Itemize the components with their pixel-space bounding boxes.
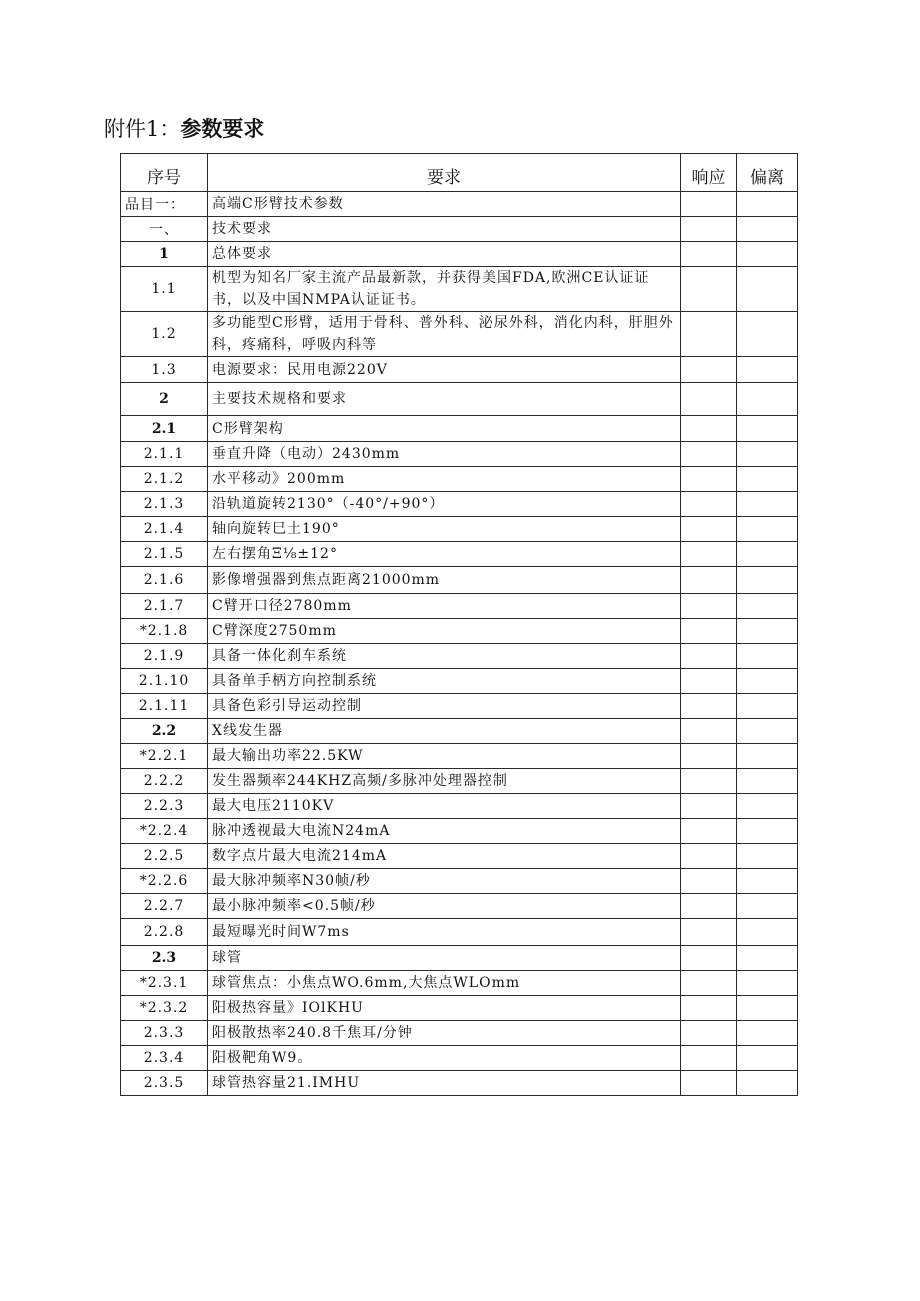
table-row (121, 669, 798, 694)
row-response-cell[interactable] (681, 1021, 737, 1046)
table-row (121, 192, 798, 217)
row-number: 2.1.2 (121, 467, 208, 492)
row-number: 2.1 (121, 416, 208, 442)
row-deviation-cell[interactable] (737, 996, 798, 1021)
row-number: 2.3.3 (121, 1021, 208, 1046)
row-requirement: 高端C形臂技术参数 (208, 192, 681, 217)
row-response-cell[interactable] (681, 919, 737, 946)
table-row (121, 242, 798, 267)
table-row (121, 971, 798, 996)
row-requirement: 最小脉冲频率<0.5帧/秒 (208, 894, 681, 919)
row-number: 品目一： (121, 192, 208, 217)
row-number: 2.2.5 (121, 844, 208, 869)
table-row (121, 946, 798, 971)
table-row (121, 467, 798, 492)
row-response-cell[interactable] (681, 542, 737, 567)
row-deviation-cell[interactable] (737, 467, 798, 492)
row-number: *2.3.2 (121, 996, 208, 1021)
row-response-cell[interactable] (681, 267, 737, 312)
row-requirement: 影像增强器到焦点距离21000mm (208, 567, 681, 594)
table-row (121, 996, 798, 1021)
row-response-cell[interactable] (681, 217, 737, 242)
row-requirement: 发生器频率244KHZ高频/多脉冲处理器控制 (208, 769, 681, 794)
row-requirement: 最大脉冲频率N30帧/秒 (208, 869, 681, 894)
row-requirement: 阳极热容量》IOlKHU (208, 996, 681, 1021)
row-deviation-cell[interactable] (737, 819, 798, 844)
row-deviation-cell[interactable] (737, 794, 798, 819)
row-number: 2.1.6 (121, 567, 208, 594)
row-deviation-cell[interactable] (737, 946, 798, 971)
row-requirement: 最大电压2110KV (208, 794, 681, 819)
row-requirement: 水平移动》200mm (208, 467, 681, 492)
row-requirement: 脉冲透视最大电流N24mA (208, 819, 681, 844)
row-number: 2.1.11 (121, 694, 208, 719)
row-requirement: 具备单手柄方向控制系统 (208, 669, 681, 694)
table-row (121, 919, 798, 946)
row-number: 2.1.3 (121, 492, 208, 517)
table-row (121, 594, 798, 619)
row-number: 1.3 (121, 357, 208, 383)
table-row (121, 794, 798, 819)
row-response-cell[interactable] (681, 669, 737, 694)
header-response: 响应 (681, 154, 737, 192)
row-requirement: 轴向旋转巳土190° (208, 517, 681, 542)
row-response-cell[interactable] (681, 619, 737, 644)
row-number: 2.3 (121, 946, 208, 971)
row-number: 2.1.5 (121, 542, 208, 567)
row-number: 2.1.10 (121, 669, 208, 694)
row-deviation-cell[interactable] (737, 567, 798, 594)
row-number: 1.1 (121, 267, 208, 312)
row-number: 2.1.1 (121, 442, 208, 467)
table-row (121, 694, 798, 719)
row-response-cell[interactable] (681, 819, 737, 844)
table-row (121, 769, 798, 794)
row-requirement: 阳极靶角W9。 (208, 1046, 681, 1071)
row-response-cell[interactable] (681, 192, 737, 217)
row-deviation-cell[interactable] (737, 542, 798, 567)
row-response-cell[interactable] (681, 594, 737, 619)
row-number: 2 (121, 383, 208, 416)
row-response-cell[interactable] (681, 869, 737, 894)
row-deviation-cell[interactable] (737, 971, 798, 996)
row-requirement: X线发生器 (208, 719, 681, 744)
row-deviation-cell[interactable] (737, 442, 798, 467)
table-row (121, 267, 798, 312)
table-header-row (121, 154, 798, 192)
row-requirement: C形臂架构 (208, 416, 681, 442)
table-row (121, 819, 798, 844)
row-deviation-cell[interactable] (737, 357, 798, 383)
row-response-cell[interactable] (681, 416, 737, 442)
row-deviation-cell[interactable] (737, 217, 798, 242)
table-row (121, 567, 798, 594)
row-response-cell[interactable] (681, 517, 737, 542)
row-number: *2.2.1 (121, 744, 208, 769)
row-requirement: 球管热容量21.IMHU (208, 1071, 681, 1096)
row-response-cell[interactable] (681, 1071, 737, 1096)
row-number: 2.2.2 (121, 769, 208, 794)
row-response-cell[interactable] (681, 694, 737, 719)
row-requirement: 具备一体化刹车系统 (208, 644, 681, 669)
row-response-cell[interactable] (681, 644, 737, 669)
table-row (121, 844, 798, 869)
row-response-cell[interactable] (681, 894, 737, 919)
row-requirement: 具备色彩引导运动控制 (208, 694, 681, 719)
header-requirement: 要求 (208, 154, 681, 192)
table-row (121, 542, 798, 567)
row-requirement: 数字点片最大电流214mA (208, 844, 681, 869)
row-number: 2.3.5 (121, 1071, 208, 1096)
table-row (121, 894, 798, 919)
table-body (121, 192, 798, 1096)
table-row (121, 869, 798, 894)
row-requirement: 机型为知名厂家主流产品最新款，并获得美国FDA,欧洲CE认证证书，以及中国NMPA认证证书。 (208, 267, 681, 312)
row-deviation-cell[interactable] (737, 1021, 798, 1046)
row-deviation-cell[interactable] (737, 242, 798, 267)
row-response-cell[interactable] (681, 357, 737, 383)
row-requirement: 最短曝光时间W7ms (208, 919, 681, 946)
row-requirement: C臂开口径2780mm (208, 594, 681, 619)
table-row (121, 1046, 798, 1071)
row-number: *2.3.1 (121, 971, 208, 996)
header-deviation: 偏离 (737, 154, 798, 192)
row-number: 2.2 (121, 719, 208, 744)
row-requirement: 垂直升降（电动）2430mm (208, 442, 681, 467)
row-requirement: 左右摆角Ξ⅛±12° (208, 542, 681, 567)
row-response-cell[interactable] (681, 242, 737, 267)
row-deviation-cell[interactable] (737, 644, 798, 669)
row-deviation-cell[interactable] (737, 619, 798, 644)
row-number: 一、 (121, 217, 208, 242)
row-number: 2.2.3 (121, 794, 208, 819)
row-requirement: 多功能型C形臂，适用于骨科、普外科、泌尿外科，消化内科，肝胆外科，疼痛科，呼吸内科等 (208, 312, 681, 357)
row-response-cell[interactable] (681, 312, 737, 357)
row-number: 2.2.8 (121, 919, 208, 946)
row-deviation-cell[interactable] (737, 416, 798, 442)
row-deviation-cell[interactable] (737, 869, 798, 894)
row-deviation-cell[interactable] (737, 1071, 798, 1096)
row-requirement: 最大输出功率22.5KW (208, 744, 681, 769)
row-response-cell[interactable] (681, 844, 737, 869)
row-number: 1 (121, 242, 208, 267)
row-number: 2.1.9 (121, 644, 208, 669)
row-requirement: 电源要求：民用电源220V (208, 357, 681, 383)
row-response-cell[interactable] (681, 719, 737, 744)
row-response-cell[interactable] (681, 492, 737, 517)
row-deviation-cell[interactable] (737, 669, 798, 694)
table-row (121, 719, 798, 744)
table-row (121, 442, 798, 467)
row-deviation-cell[interactable] (737, 1046, 798, 1071)
row-deviation-cell[interactable] (737, 517, 798, 542)
document-title (104, 114, 264, 144)
row-response-cell[interactable] (681, 383, 737, 416)
row-deviation-cell[interactable] (737, 844, 798, 869)
table-row (121, 517, 798, 542)
row-number: *2.1.8 (121, 619, 208, 644)
row-deviation-cell[interactable] (737, 744, 798, 769)
row-deviation-cell[interactable] (737, 719, 798, 744)
row-requirement: 阳极散热率240.8千焦耳/分钟 (208, 1021, 681, 1046)
row-response-cell[interactable] (681, 567, 737, 594)
row-response-cell[interactable] (681, 467, 737, 492)
table-row (121, 619, 798, 644)
row-requirement: 总体要求 (208, 242, 681, 267)
row-number: *2.2.4 (121, 819, 208, 844)
parameter-table (120, 153, 798, 1096)
row-deviation-cell[interactable] (737, 694, 798, 719)
row-response-cell[interactable] (681, 794, 737, 819)
row-deviation-cell[interactable] (737, 769, 798, 794)
row-requirement: 主要技术规格和要求 (208, 383, 681, 416)
row-requirement: 球管焦点：小焦点WO.6mm,大焦点WLOmm (208, 971, 681, 996)
header-no: 序号 (121, 154, 208, 192)
row-response-cell[interactable] (681, 971, 737, 996)
row-deviation-cell[interactable] (737, 312, 798, 357)
row-number: 2.1.7 (121, 594, 208, 619)
row-number: 1.2 (121, 312, 208, 357)
row-deviation-cell[interactable] (737, 919, 798, 946)
row-number: 2.3.4 (121, 1046, 208, 1071)
row-requirement: 技术要求 (208, 217, 681, 242)
row-requirement: 球管 (208, 946, 681, 971)
table-row (121, 357, 798, 383)
row-deviation-cell[interactable] (737, 267, 798, 312)
table-row (121, 217, 798, 242)
row-deviation-cell[interactable] (737, 894, 798, 919)
row-deviation-cell[interactable] (737, 383, 798, 416)
row-deviation-cell[interactable] (737, 492, 798, 517)
title-main: 参数要求 (180, 116, 265, 141)
row-requirement: C臂深度2750mm (208, 619, 681, 644)
row-response-cell[interactable] (681, 996, 737, 1021)
row-requirement: 沿轨道旋转2130°（-40°/+90°） (208, 492, 681, 517)
row-deviation-cell[interactable] (737, 594, 798, 619)
table-row (121, 312, 798, 357)
table-row (121, 416, 798, 442)
table-row (121, 492, 798, 517)
row-number: *2.2.6 (121, 869, 208, 894)
table-row (121, 644, 798, 669)
table-row (121, 1071, 798, 1096)
table-row (121, 383, 798, 416)
row-number: 2.1.4 (121, 517, 208, 542)
row-number: 2.2.7 (121, 894, 208, 919)
row-response-cell[interactable] (681, 946, 737, 971)
row-response-cell[interactable] (681, 442, 737, 467)
row-deviation-cell[interactable] (737, 192, 798, 217)
table-row (121, 744, 798, 769)
title-prefix: 附件1： (104, 117, 181, 141)
row-response-cell[interactable] (681, 1046, 737, 1071)
table-row (121, 1021, 798, 1046)
row-response-cell[interactable] (681, 744, 737, 769)
row-response-cell[interactable] (681, 769, 737, 794)
